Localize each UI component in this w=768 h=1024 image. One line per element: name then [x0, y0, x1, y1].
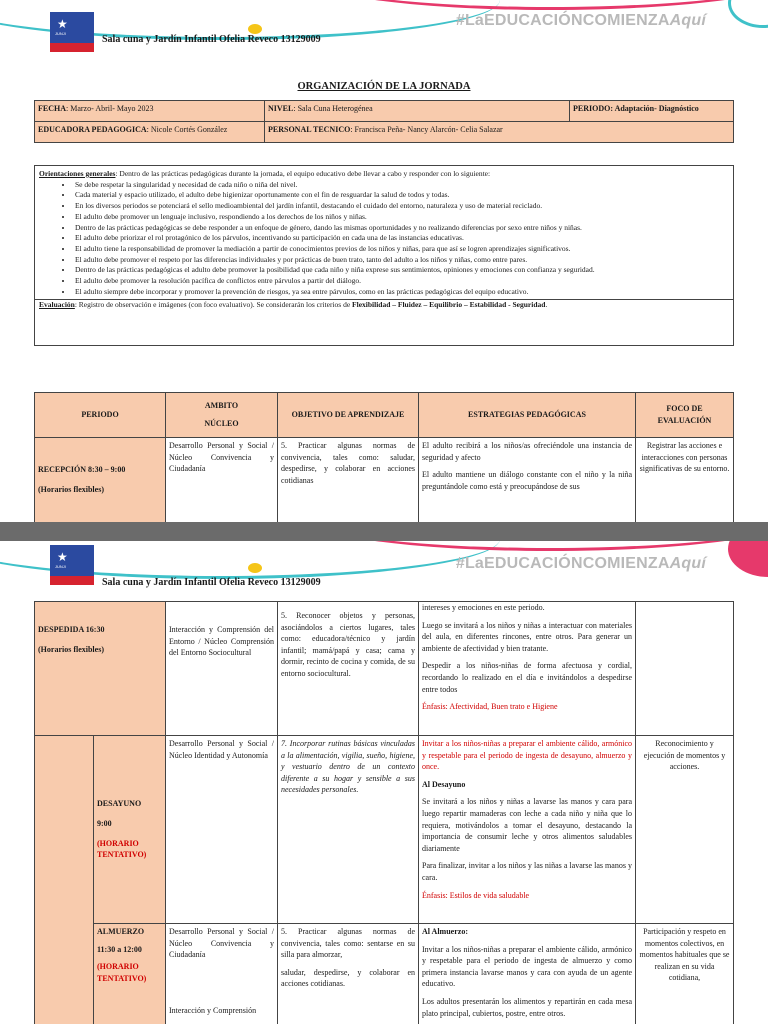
- star-icon: ★: [57, 17, 68, 31]
- fecha-value: : Marzo- Abril- Mayo 2023: [66, 104, 154, 113]
- decorative-yellow-dot: [248, 24, 262, 34]
- flag-stripe: [50, 43, 94, 52]
- planning-table: [34, 392, 734, 522]
- almuerzo-objetivo: [278, 924, 419, 1024]
- despedida-estrategia-2: Despedir a los niños-niñas de forma afectuosa y cordial, recordando lo realizado en el día e invitándolos a despedirse entre todos: [422, 661, 632, 694]
- fecha-label: FECHA: [38, 104, 66, 113]
- almuerzo-ambito: [166, 924, 278, 1024]
- table-row: [35, 736, 734, 924]
- decorative-teal-corner: [728, 0, 768, 28]
- institution-logo: [50, 545, 94, 585]
- col-header-estrategias: ESTRATEGIAS PEDAGÓGICAS: [419, 393, 636, 438]
- almuerzo-sub-label: Al Almuerzo:: [422, 927, 468, 936]
- logo-text: JUNJI: [55, 564, 66, 569]
- decorative-pink-corner: [728, 541, 768, 577]
- desayuno-estrategias: [419, 736, 636, 924]
- document-page-2: [0, 541, 768, 1024]
- list-item: • El adulto tiene la responsabilidad de promover la mediación a partir de conocimientos previos de los niños y niñas, para que así se logren aprendizajes significativos.: [73, 244, 729, 255]
- col-header-periodo: PERIODO: [35, 393, 166, 438]
- info-table: [34, 100, 734, 143]
- despedida-objetivo: 5. Reconocer objetos y personas, asociándolos a ciertos lugares, tales como: educadora/técnico y jardín infantil; mamá/papá y casa; cama y dormir, recinto de cocina y comida, de su entorno sociocultural.: [278, 602, 419, 736]
- campaign-hashtag: [456, 12, 706, 30]
- list-item: • El adulto debe promover la resolución pacífica de conflictos entre párvulos a partir del diálogo.: [73, 276, 729, 287]
- recepcion-horario: (Horarios flexibles): [38, 485, 104, 494]
- hashtag-text: #LaEDUCACIÓNCOMIENZA: [455, 555, 670, 572]
- list-item: • Cada material y espacio utilizado, el adulto debe higienizar oportunamente con el fin de resguardar la salud de todos y todas.: [73, 190, 729, 201]
- periodo-label: PERIODO: [573, 104, 611, 113]
- table-row: [35, 924, 734, 1024]
- recepcion-objetivo: 5. Practicar algunas normas de convivencia, tales como: saludar, despedirse, y colaborar en acciones cotidianas: [278, 438, 419, 523]
- almuerzo-periodo-cell: [94, 924, 166, 1024]
- nucleo-header: NÚCLEO: [204, 419, 239, 428]
- logo-text: JUNJI: [55, 31, 66, 36]
- desayuno-periodo-cell: [94, 736, 166, 924]
- flag-stripe: [50, 576, 94, 585]
- star-icon: ★: [57, 550, 68, 564]
- tecnico-label: PERSONAL TECNICO: [268, 125, 351, 134]
- recepcion-foco: Registrar las acciones e interacciones con personas significativas de su entorno.: [636, 438, 734, 523]
- educadora-cell: [35, 122, 265, 143]
- recepcion-estrategia-1: El adulto recibirá a los niños/as ofreciéndole una instancia de seguridad y afecto: [422, 441, 632, 462]
- evaluacion-text: : Registro de observación e imágenes (con foco evaluativo). Se considerarán los criterios de: [74, 299, 353, 309]
- nivel-cell: [265, 101, 570, 122]
- educadora-value: : Nicole Cortés González: [146, 125, 228, 134]
- desayuno-ambito: Desarrollo Personal y Social / Núcleo Identidad y Autonomía: [166, 736, 278, 924]
- despedida-periodo-cell: [35, 602, 166, 736]
- list-item: • En los diversos periodos se potenciará el sello medioambiental del jardín infantil, destacando el cuidado del entorno, naturaleza y uso de material reciclado.: [73, 201, 729, 212]
- orientaciones-box: [34, 165, 734, 346]
- campaign-hashtag: [456, 555, 706, 573]
- desayuno-estrategia-2: Para finalizar, invitar a los niños y las niñas a lavarse las manos y cara.: [422, 861, 632, 882]
- school-name: Sala cuna y Jardín Infantil Ofelia Reveco 13129009: [102, 577, 321, 588]
- recepcion-ambito: Desarrollo Personal y Social / Núcleo Convivencia y Ciudadanía: [166, 438, 278, 523]
- despedida-estrategia-1: Luego se invitará a los niños y niñas a interactuar con materiales del aula, en diferentes rincones, entre otros. Para generar un ambiente de afectividad y bien tratante.: [422, 620, 632, 653]
- recepcion-periodo: RECEPCIÓN 8:30 – 9:00: [38, 465, 126, 475]
- ambito-header: AMBITO: [204, 401, 239, 411]
- periodo-cell: [570, 101, 734, 122]
- table-row: [35, 438, 734, 523]
- tecnico-value: : Francisca Peña- Nancy Alarcón- Celia Salazar: [350, 125, 503, 134]
- list-item: • El adulto debe priorizar el rol protagónico de los párvulos, incentivando su participación en cada una de las instancias educativas.: [73, 233, 729, 244]
- despedida-foco: [636, 602, 734, 736]
- almuerzo-objetivo-1: 5. Practicar algunas normas de convivencia, tales como: sentarse en su silla para almorzar,: [281, 927, 415, 960]
- hashtag-suffix: Aquí: [669, 12, 706, 29]
- almuerzo-ambito-2: Interacción y Comprensión: [169, 1005, 257, 1015]
- desayuno-hora: 9:00: [97, 818, 112, 828]
- desayuno-horario: (HORARIO TENTATIVO): [97, 838, 147, 860]
- page-title: ORGANIZACIÓN DE LA JORNADA: [297, 81, 471, 92]
- recepcion-estrategia-2: El adulto mantiene un diálogo constante con el niño y la niña preguntándole como está y preocupándose de sus: [422, 470, 632, 491]
- list-item: • El adulto siempre debe incorporar y promover la prevención de riesgos, ya sea entre párvulos, como en las prácticas pedagógicas del equipo educativo.: [73, 287, 729, 298]
- school-name: Sala cuna y Jardín Infantil Ofelia Reveco 13129009: [102, 34, 321, 45]
- institution-logo: [50, 12, 94, 52]
- desayuno-estrategia-1: Se invitará a los niños y niñas a lavarse las manos y cara para luego repartir mamaderas con leche a cada niño y niña que lo requiera, motivándolos a tomar el desayuno, destacando la importancia de consumir leche y otros alimentos saludables diariamente: [422, 797, 632, 853]
- table-row: [35, 602, 734, 736]
- col-header-objetivo: OBJETIVO DE APRENDIZAJE: [278, 393, 419, 438]
- orientaciones-label: Orientaciones generales: [39, 169, 116, 178]
- almuerzo-periodo: ALMUERZO: [97, 927, 145, 936]
- planning-table-continued: [34, 601, 734, 1024]
- almuerzo-ambito-text: Desarrollo Personal y Social / Núcleo Convivencia y Ciudadanía: [169, 927, 274, 960]
- nivel-label: NIVEL: [268, 104, 294, 113]
- list-item: • El adulto debe promover el respeto por las diferencias individuales y por prácticas de buen trato, tanto del adulto a los niños y niñas, como entre pares.: [73, 255, 729, 266]
- evaluacion-label: Evaluación: [39, 299, 75, 309]
- despedida-horario: (Horarios flexibles): [38, 644, 104, 654]
- evaluacion-criteria: Flexibilidad – Fluidez – Equilibrio – Estabilidad - Seguridad: [352, 299, 546, 309]
- despedida-estrategia-0: intereses y emociones en este periodo.: [422, 603, 545, 612]
- desayuno-foco: Reconocimiento y ejecución de momentos y acciones.: [636, 736, 734, 924]
- tecnico-cell: [265, 122, 734, 143]
- fecha-cell: [35, 101, 265, 122]
- despedida-enfasis: Énfasis: Afectividad, Buen trato e Higiene: [422, 702, 558, 712]
- orientaciones-intro-text: : Dentro de las prácticas pedagógicas durante la jornada, el equipo educativo debe llevar a cabo y responder con lo siguiente:: [115, 169, 491, 178]
- almuerzo-foco: Participación y respeto en momentos colectivos, en momentos habituales que se realizan en su vida cotidiana,: [636, 924, 734, 1024]
- almuerzo-estrategia-1: Invitar a los niños-niñas a preparar el ambiente cálido, armónico y respetable para el periodo de ingesta de almuerzo y como primera instancia lavarse manos y cara con ayuda de un agente educativo.: [422, 944, 632, 989]
- almuerzo-objetivo-2: saludar, despedirse, y colaborar en acciones cotidianas.: [281, 967, 415, 989]
- desayuno-sub-label: Al Desayuno: [422, 779, 466, 789]
- desayuno-estrategia-red: Invitar a los niños-niñas a preparar el ambiente cálido, armónico y respetable para el periodo de ingesta de desayuno, almuerzo y once.: [422, 739, 632, 772]
- almuerzo-estrategias: [419, 924, 636, 1024]
- list-item: • Se debe respetar la singularidad y necesidad de cada niño o niña del nivel.: [73, 180, 729, 191]
- despedida-ambito: Interacción y Comprensión del Entorno / Núcleo Comprensión del Entorno Sociocultural: [166, 602, 278, 736]
- hashtag-suffix: Aquí: [669, 555, 706, 572]
- desayuno-periodo: DESAYUNO: [97, 799, 142, 809]
- col-header-ambito: [166, 393, 278, 438]
- almuerzo-estrategia-2: Los adultos presentarán los alimentos y repartirán en cada mesa plato principal, cubiertos, postre, entre otros.: [422, 996, 632, 1018]
- periodo-value: : Adaptación- Diagnóstico: [610, 104, 699, 113]
- list-item: • Dentro de las prácticas pedagógicas se debe responder a un enfoque de género, dando las mismas oportunidades y no realizando diferencias por sexo entre niños y niñas.: [73, 223, 729, 234]
- orientaciones-list: [73, 180, 729, 298]
- evaluacion-end: .: [545, 299, 548, 309]
- orientaciones-intro: [39, 169, 729, 180]
- comidas-group-cell: [35, 736, 94, 1024]
- almuerzo-horario: (HORARIO TENTATIVO): [97, 962, 147, 983]
- desayuno-enfasis: Énfasis: Estilos de vida saludable: [422, 890, 530, 900]
- despedida-periodo: DESPEDIDA 16:30: [38, 625, 105, 634]
- recepcion-periodo-cell: [35, 438, 166, 523]
- evaluacion-line: [35, 299, 733, 311]
- desayuno-objetivo: 7. Incorporar rutinas básicas vinculadas a la alimentación, vigilia, sueño, higiene, y vestuario dentro de un contexto diferente a su hogar y sensible a sus necesidades personales.: [278, 736, 419, 924]
- list-item: • Dentro de las prácticas pedagógicas el adulto debe promover la posibilidad que cada niño y niña exprese sus sentimientos, opiniones y emociones con confianza y seguridad.: [73, 265, 729, 276]
- educadora-label: EDUCADORA PEDAGOGICA: [38, 125, 147, 134]
- despedida-estrategias: [419, 602, 636, 736]
- list-item: • El adulto debe promover un lenguaje inclusivo, respondiendo a los derechos de los niños y niñas.: [73, 212, 729, 223]
- col-header-foco: FOCO DE EVALUACIÓN: [636, 393, 734, 438]
- recepcion-estrategias: [419, 438, 636, 523]
- nivel-value: : Sala Cuna Heterogénea: [293, 104, 373, 113]
- hashtag-text: #LaEDUCACIÓNCOMIENZA: [455, 12, 670, 29]
- decorative-yellow-dot: [248, 563, 262, 573]
- almuerzo-hora: 11:30 a 12:00: [97, 944, 142, 954]
